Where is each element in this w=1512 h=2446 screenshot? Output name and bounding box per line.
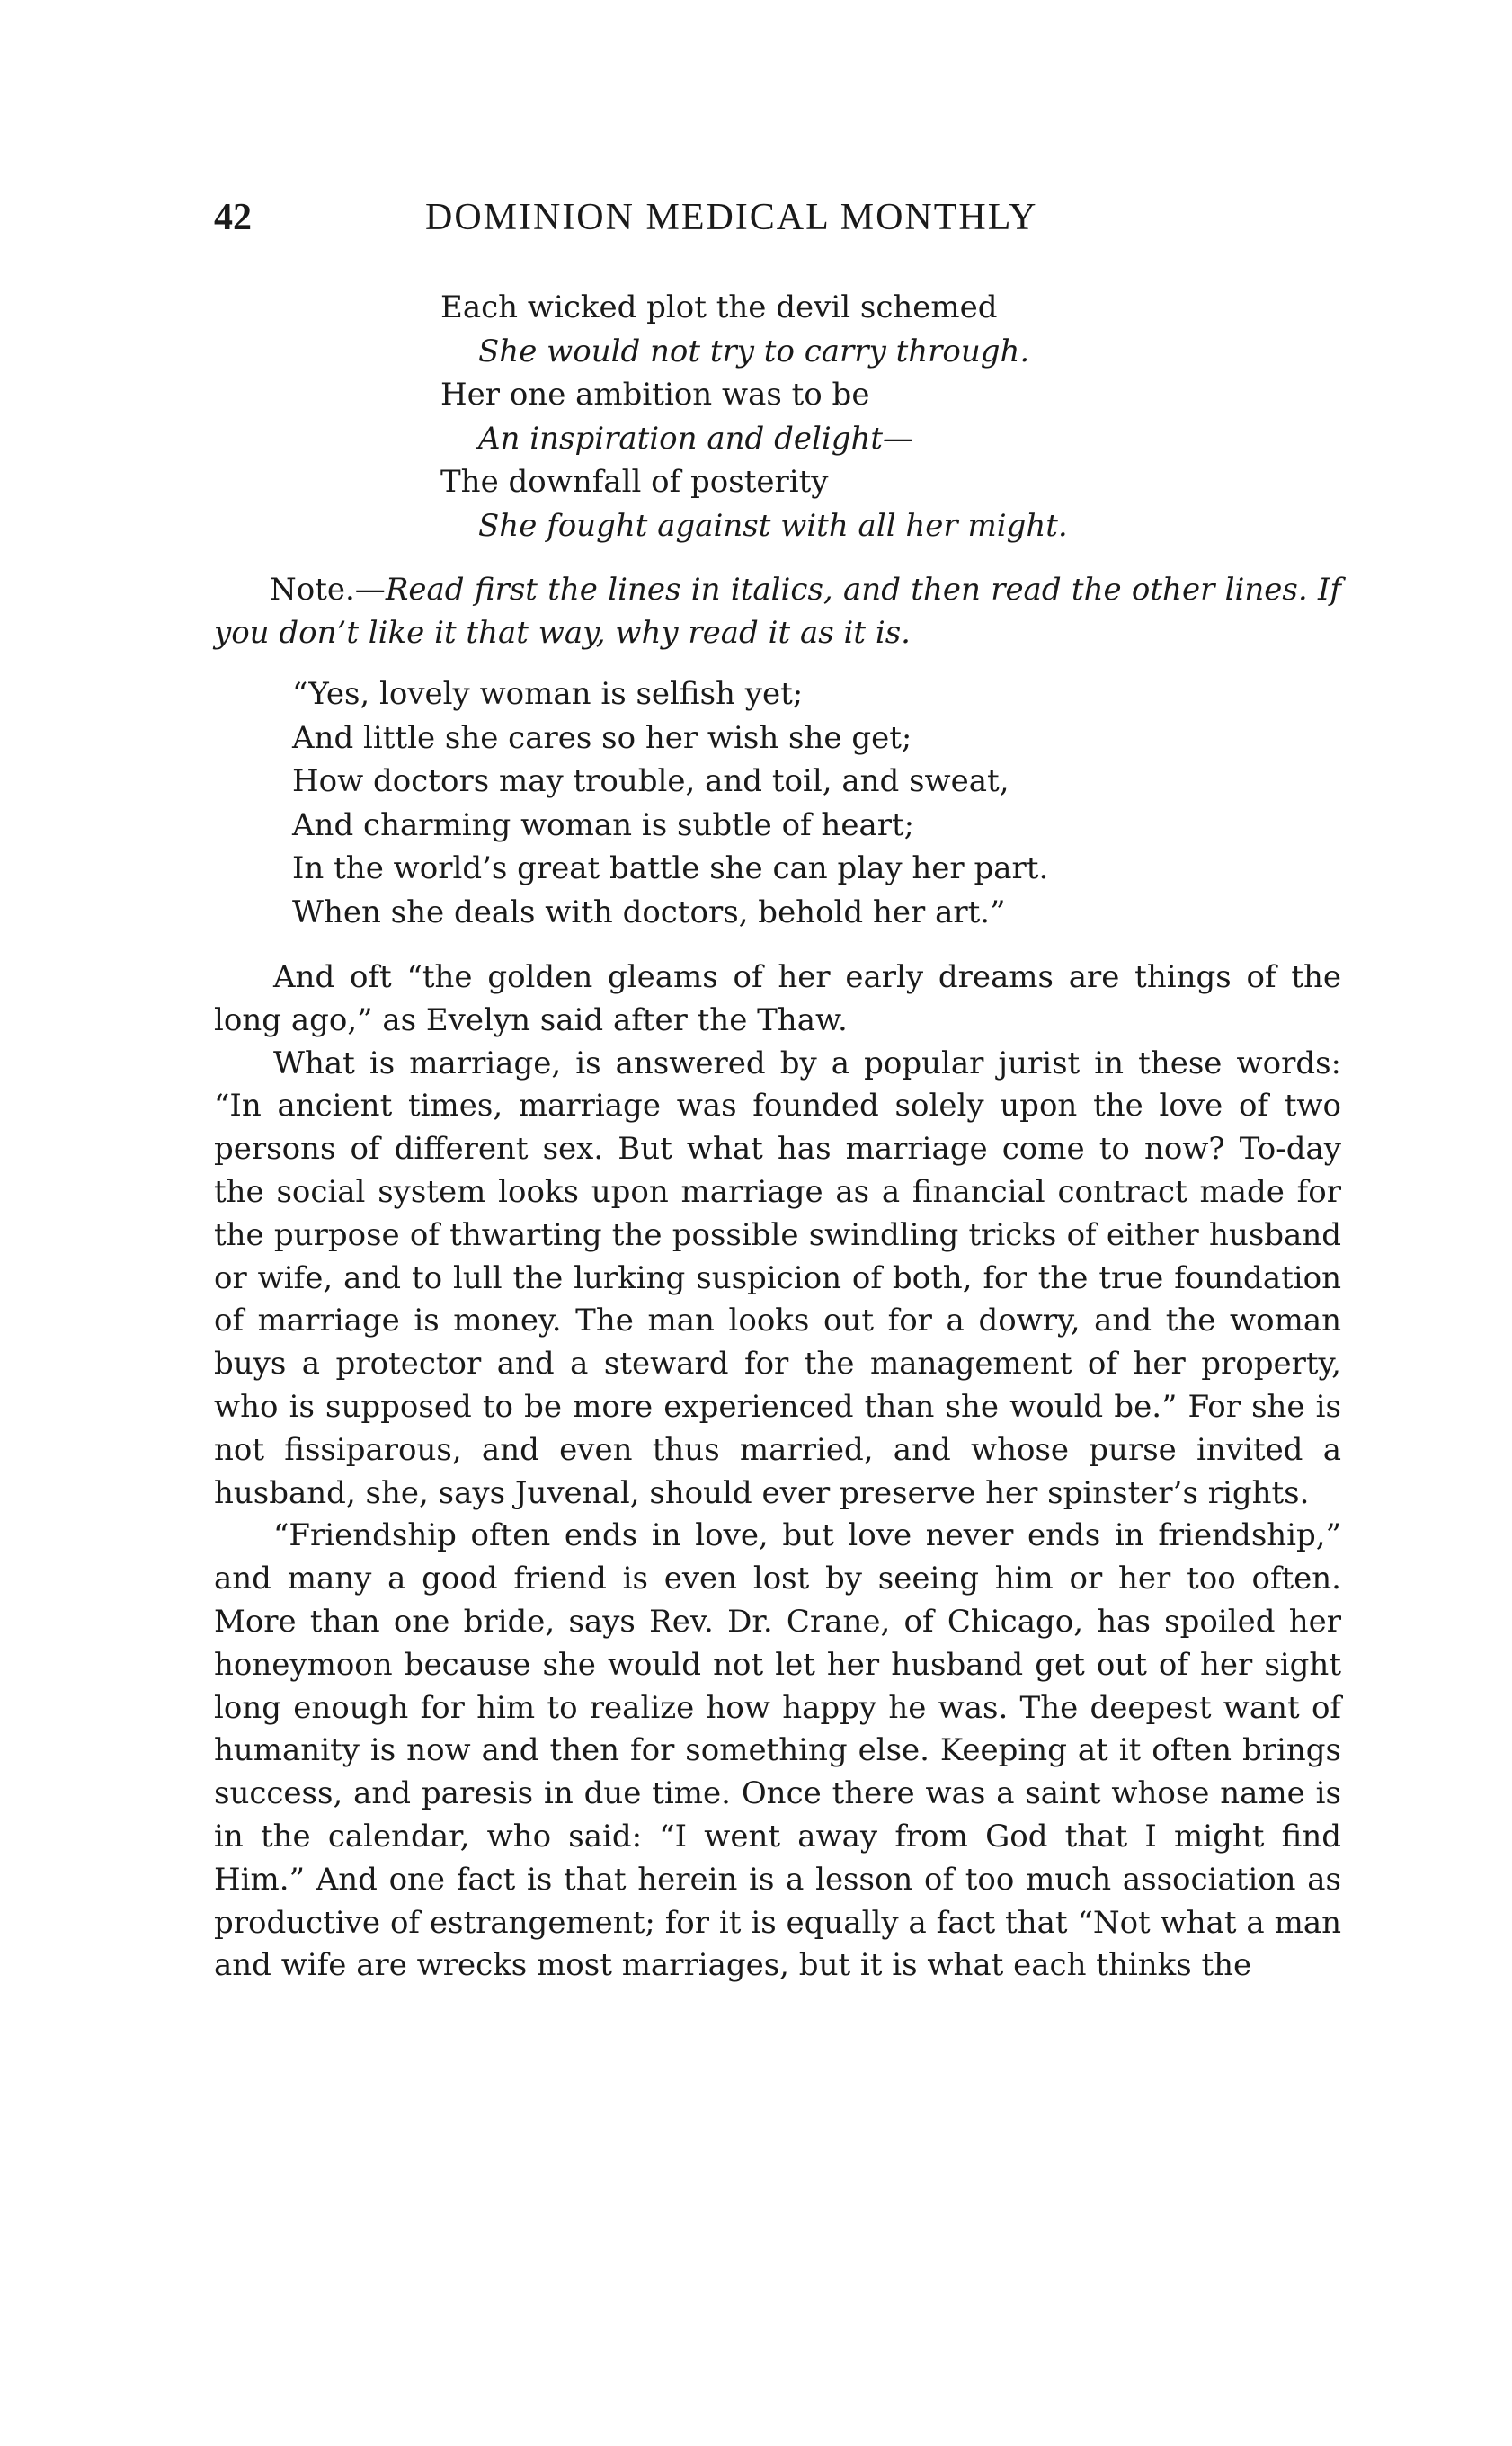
verse-line: Her one ambition was to be	[440, 377, 870, 413]
verse-line-italic: An inspiration and delight—	[478, 420, 914, 457]
running-head: DOMINION MEDICAL MONTHLY	[425, 197, 1038, 238]
paragraph: What is marriage, is answered by a popular jurist in these words: “In ancient times, marriage was founded solely upon the love of two persons of different sex. But what has marriage come to now? To-day the social system looks upon marriage as a financial contract made for the purpose of thwarting the possible swindling tricks of either husband or wife, and to lull the lurking suspicion of both, for the true foundation of marriage is money. The man looks out for a dowry, and the woman buys a protector and a steward for the management of her property, who is supposed to be more experienced than she would be.” For she is not fissiparous, and even thus married, and whose purse invited a husband, she, says Juvenal, should ever preserve her spinster’s rights.	[214, 1045, 1341, 1511]
paragraph: And oft “the golden gleams of her early dreams are things of the long ago,” as Evelyn said after the Thaw.	[214, 959, 1341, 1038]
verse-line: “Yes, lovely woman is selfish yet;	[292, 676, 804, 712]
verse-line-italic: She would not try to carry through.	[478, 333, 1030, 369]
page-header	[214, 196, 1122, 250]
verse-line: Each wicked plot the devil schemed	[440, 289, 998, 325]
verse-line-italic: She fought against with all her might.	[478, 507, 1068, 544]
body-text	[214, 956, 1341, 1988]
verse-block-2	[292, 672, 1048, 934]
verse-line: How doctors may trouble, and toil, and sweat,	[292, 763, 1009, 799]
verse-line: In the world’s great battle she can play her part.	[292, 850, 1049, 886]
verse-line: And little she cares so her wish she get;	[292, 719, 912, 756]
verse-block-1	[440, 286, 1068, 547]
verse-line: When she deals with doctors, behold her art.”	[292, 894, 1006, 930]
verse-line: The downfall of posterity	[440, 464, 829, 500]
page-number: 42	[214, 197, 252, 238]
verse-line: And charming woman is subtle of heart;	[292, 806, 915, 843]
editor-note	[214, 568, 1341, 654]
note-label: Note.—	[270, 572, 386, 608]
note-text: Read first the lines in italics, and then read the other lines. If you don’t like it that way, why read it as it is.	[214, 572, 1341, 651]
paragraph: “Friendship often ends in love, but love never ends in friendship,” and many a good friend is even lost by seeing him or her too often. More than one bride, says Rev. Dr. Crane, of Chicago, has spoiled her honeymoon because she would not let her husband get out of her sight long enough for him to realize how happy he was. The deepest want of humanity is now and then for something else. Keeping at it often brings success, and paresis in due time. Once there was a saint whose name is in the calendar, who said: “I went away from God that I might find Him.” And one fact is that herein is a lesson of too much association as productive of estrangement; for it is equally a fact that “Not what a man and wife are wrecks most marriages, but it is what each thinks the	[214, 1517, 1341, 1984]
